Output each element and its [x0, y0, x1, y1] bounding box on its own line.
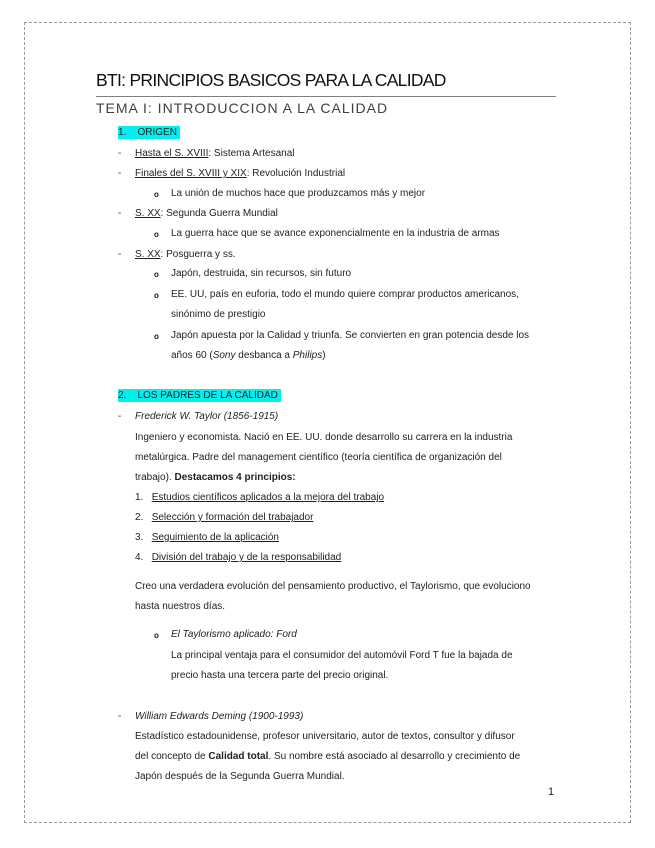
sub-list-item: EE. UU, país en euforia, todo el mundo quiere comprar productos americanos, — [171, 289, 519, 300]
person-name: Frederick W. Taylor (1856-1915) — [135, 411, 279, 422]
bullet-dash: - — [118, 411, 122, 422]
list-item: Finales del S. XVIII y XIX: Revolución Industrial — [135, 168, 346, 179]
paragraph-line: Creo una verdadera evolución del pensamiento productivo, el Taylorismo, que evoluciono — [135, 581, 531, 592]
sub-list-item: La unión de muchos hace que produzcamos más y mejor — [171, 188, 426, 199]
paragraph-line: Estadístico estadounidense, profesor universitario, autor de textos, consultor y difusor — [135, 731, 515, 742]
numbered-item: 3. Seguimiento de la aplicación — [135, 532, 279, 543]
list-item: S. XX: Posguerra y ss. — [135, 249, 236, 260]
bullet-dash: - — [118, 249, 122, 260]
section-2-heading — [118, 390, 281, 401]
document-title: BTI: PRINCIPIOS BASICOS PARA LA CALIDAD — [96, 70, 446, 90]
paragraph-line: Ingeniero y economista. Nació en EE. UU. donde desarrollo su carrera en la industria — [135, 432, 513, 443]
section-number: 2. — [118, 390, 127, 401]
list-item: Hasta el S. XVIII: Sistema Artesanal — [135, 148, 295, 159]
bullet-circle-icon: o — [154, 332, 159, 341]
bullet-dash: - — [118, 168, 122, 179]
title-divider — [96, 96, 556, 97]
example-title: El Taylorismo aplicado: Ford — [171, 629, 297, 640]
document-subtitle: TEMA I: INTRODUCCION A LA CALIDAD — [96, 100, 389, 116]
document-page — [24, 22, 631, 823]
paragraph-line: Japón después de la Segunda Guerra Mundial. — [135, 771, 345, 782]
bullet-dash: - — [118, 208, 122, 219]
section-1-heading — [118, 127, 180, 138]
numbered-item: 4. División del trabajo y de la responsabilidad — [135, 552, 342, 563]
bullet-circle-icon: o — [154, 190, 159, 199]
sub-list-item: Japón, destruida, sin recursos, sin futuro — [171, 268, 352, 279]
bullet-circle-icon: o — [154, 631, 159, 640]
paragraph-line: La principal ventaja para el consumidor del automóvil Ford T fue la bajada de — [171, 650, 513, 661]
sub-list-item: La guerra hace que se avance exponencialmente en la industria de armas — [171, 228, 500, 239]
numbered-item: 1. Estudios científicos aplicados a la mejora del trabajo — [135, 492, 385, 503]
paragraph-line: hasta nuestros días. — [135, 601, 226, 612]
numbered-item: 2. Selección y formación del trabajador — [135, 512, 314, 523]
page-number: 1 — [548, 786, 555, 798]
paragraph-line: del concepto de Calidad total. Su nombre está asociado al desarrollo y crecimiento de — [135, 751, 521, 762]
section-number: 1. — [118, 127, 127, 138]
bullet-circle-icon: o — [154, 270, 159, 279]
sub-list-item: Japón apuesta por la Calidad y triunfa. Se convierten en gran potencia desde los — [171, 330, 530, 341]
bullet-dash: - — [118, 711, 122, 722]
sub-list-item-continuation: años 60 (Sony desbanca a Philips) — [171, 350, 326, 361]
list-item: S. XX: Segunda Guerra Mundial — [135, 208, 278, 219]
paragraph-line: metalúrgica. Padre del management científico (teoría científica de organización del — [135, 452, 502, 463]
paragraph-line: trabajo). Destacamos 4 principios: — [135, 472, 296, 483]
bullet-dash: - — [118, 148, 122, 159]
person-name: William Edwards Deming (1900-1993) — [135, 711, 304, 722]
section-title: ORIGEN — [137, 127, 177, 138]
section-title: LOS PADRES DE LA CALIDAD — [137, 390, 278, 401]
paragraph-line: precio hasta una tercera parte del precio original. — [171, 670, 389, 681]
bullet-circle-icon: o — [154, 291, 159, 300]
sub-list-item-continuation: sinónimo de prestigio — [171, 309, 266, 320]
bullet-circle-icon: o — [154, 230, 159, 239]
